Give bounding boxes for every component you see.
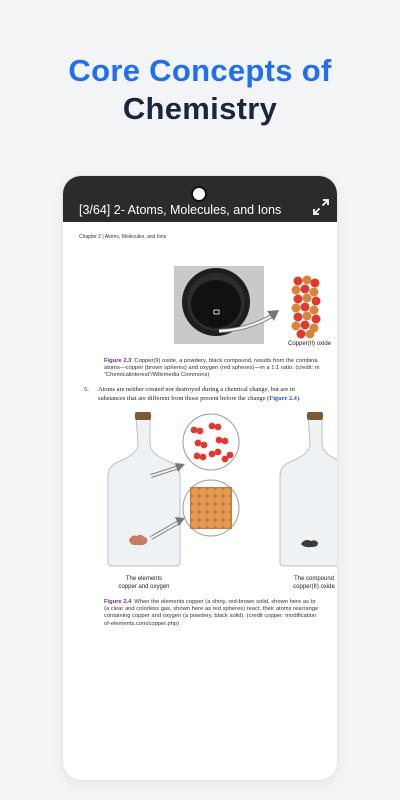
document-page[interactable] xyxy=(79,234,337,780)
copper-oxide-label: Copper(II) oxide xyxy=(288,341,332,347)
numbered-point-5 xyxy=(84,386,328,403)
caption-line: containing copper and oxygen (a powdery, black solid). (credit copper: modification xyxy=(104,613,317,620)
expand-icon[interactable] xyxy=(313,199,329,215)
point-number: 5. xyxy=(84,386,89,393)
compound-label-line-1: The compound xyxy=(293,576,335,582)
page-header: Chapter 2 | Atoms, Molecules, and Ions xyxy=(79,234,167,240)
caption-line: of-elements.com/copper.php) xyxy=(104,620,180,627)
figure-2-3-label: Figure 2.3 xyxy=(104,358,132,364)
headline-line-1: Core Concepts of xyxy=(68,53,332,88)
point-line-2: substances that are different from those present before the change ( xyxy=(98,394,270,402)
caption-line: Copper(II) oxide, a powdery, black compound, results from the combina xyxy=(134,358,318,364)
figure-2-4-illustration xyxy=(79,412,337,567)
compound-label-line-2: copper(II) oxide xyxy=(293,583,335,590)
elements-label-line-2: copper and oxygen xyxy=(118,583,170,590)
phone-frame xyxy=(63,176,337,780)
figure-2-4-link[interactable]: Figure 2.4 xyxy=(269,394,297,402)
figure-2-4-label: Figure 2.4 xyxy=(104,599,132,605)
promo-headline xyxy=(0,52,400,128)
elements-label-line-1: The elements xyxy=(125,576,163,582)
caption-line: (a clear and colorless gas, shown here as red spheres) react, their atoms rearrange xyxy=(104,606,319,613)
document-title: [3/64] 2- Atoms, Molecules, and Ions xyxy=(79,203,282,217)
caption-line: atoms—copper (brown spheres) and oxygen (red spheres)—in a 1:1 ratio. (credit: m xyxy=(104,365,320,372)
camera-notch xyxy=(191,186,207,202)
left-bottle xyxy=(108,412,180,566)
caption-line: “Chemicalinterest”/Wikimedia Commons) xyxy=(104,372,210,379)
copper-oxide-lattice xyxy=(289,274,325,340)
point-line-1: Atoms are neither created nor destroyed during a chemical change, but are in xyxy=(98,386,295,393)
elements-label xyxy=(109,576,179,591)
figure-2-3-caption xyxy=(104,358,320,380)
right-bottle xyxy=(280,412,337,566)
oxygen-molecules xyxy=(183,414,239,470)
copper-atoms xyxy=(183,480,239,536)
headline-line-2: Chemistry xyxy=(122,91,278,126)
caption-line: When the elements copper (a shiny, red-brown solid, shown here as br xyxy=(134,599,316,605)
point-line-2-end: ). xyxy=(296,394,301,402)
compound-label xyxy=(284,576,337,591)
figure-2-4-caption xyxy=(104,599,318,628)
